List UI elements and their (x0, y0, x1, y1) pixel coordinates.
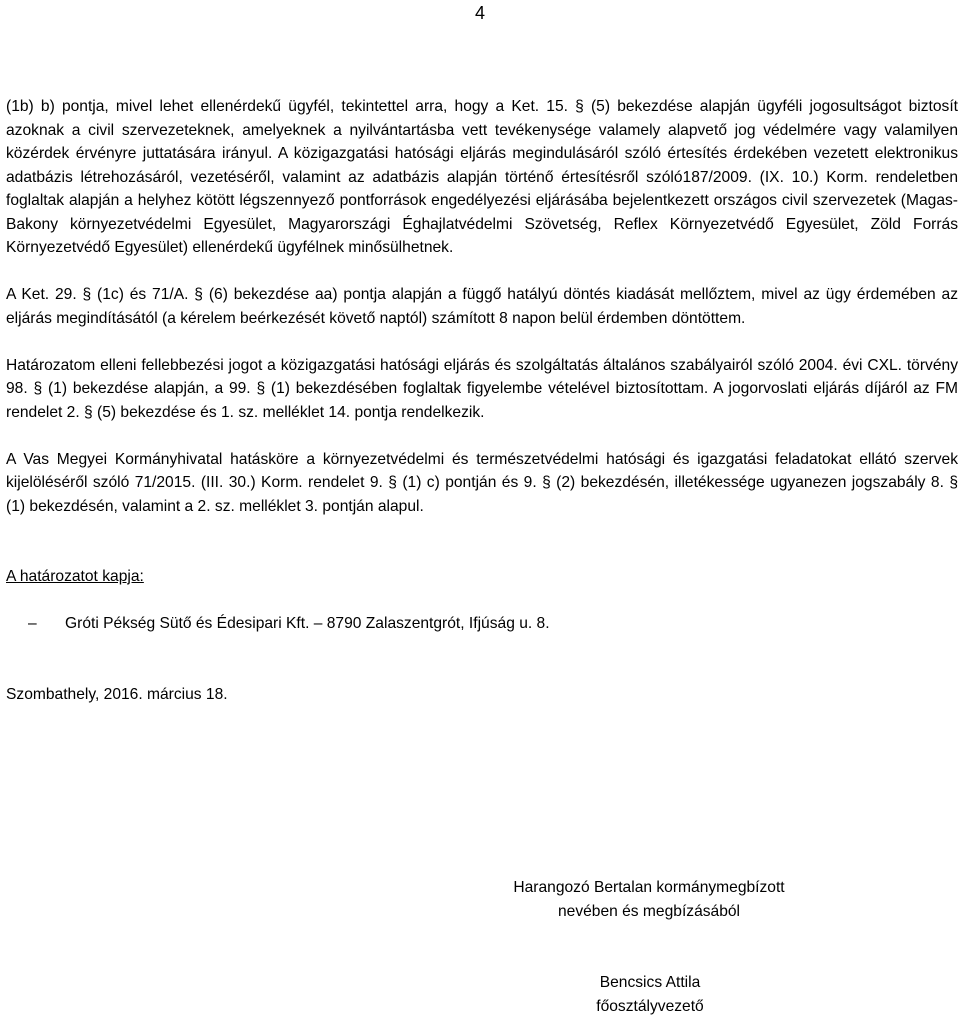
paragraph-legal-basis-ngo: (1b) b) pontja, mivel lehet ellenérdekű ügyfél, tekintettel arra, hogy a Ket. 15. § (5) bekezdése alapján ügyféli jogosultságot biztosít azoknak a civil szervezeteknek, amelyeknek a nyilvántartásba vett tevékenysége valamely alapvető jog védelmére vagy valamilyen közérdek érvényre juttatására irányul. A közigazgatási hatósági eljárás megindulásáról szóló értesítés érdekében vezetett elektronikus adatbázis létrehozásáról, vezetéséről, valamint az adatbázis alapján történő értesítésről szóló187/2009. (IX. 10.) Korm. rendeletben foglaltak alapján a helyhez kötött légszennyező pontforrások engedélyezési eljárásába bejelentkezett országos civil szervezetek (Magas-Bakony környezetvédelmi Egyesület, Magyarországi Éghajlatvédelmi Szövetség, Reflex Környezetvédő Egyesület, Zöld Forrás Környezetvédő Egyesület) ellenérdekű ügyfélnek minősülhetnek. (6, 98, 958, 256)
paragraph-competence: A Vas Megyei Kormányhivatal hatásköre a környezetvédelmi és természetvédelmi hatósági és igazgatási feladatokat ellátó szervek kijelöléséről szóló 71/2015. (III. 30.) Korm. rendelet 9. § (1) c) pontján és 9. § (2) bekezdésén, illetékessége ugyanezen jogszabály 8. § (1) bekezdésén, valamint a 2. sz. melléklet 3. pontján alapul. (6, 450, 958, 515)
signer-title: főosztályvezető (596, 997, 704, 1015)
signature-authority-line2: nevében és megbízásából (557, 902, 741, 920)
document-body (6, 95, 958, 706)
recipients-heading: A határozatot kapja: (6, 568, 144, 585)
signature-signer (550, 971, 750, 1018)
paragraph-appeal-right: Határozatom elleni fellebbezési jogot a közigazgatási hatósági eljárás és szolgáltatás általános szabályairól szóló 2004. évi CXL. törvény 98. § (1) bekezdése alapján, a 99. § (1) bekezdésében foglaltak figyelembe vételével biztosítottam. A jogorvoslati eljárás díjáról az FM rendelet 2. § (5) bekezdése és 1. sz. melléklet 14. pontja rendelkezik. (6, 356, 958, 421)
recipient-text: Gróti Pékség Sütő és Édesipari Kft. – 8790 Zalaszentgrót, Ifjúság u. 8. (65, 615, 550, 632)
signer-name: Bencsics Attila (599, 974, 701, 991)
paragraph-conditional-decision: A Ket. 29. § (1c) és 71/A. § (6) bekezdése aa) pontja alapján a függő hatályú döntés kiadását mellőztem, mivel az ügy érdemében az eljárás megindításától (a kérelem beérkezését követő naptól) számított 8 napon belül érdemben döntöttem. (6, 286, 958, 327)
signature-authority (480, 876, 818, 923)
date-line: Szombathely, 2016. március 18. (6, 685, 228, 703)
page-number: 4 (474, 3, 485, 23)
signature-authority-line1: Harangozó Bertalan kormánymegbízott (513, 879, 785, 896)
recipient-item (6, 612, 958, 636)
list-dash: – (28, 615, 37, 632)
